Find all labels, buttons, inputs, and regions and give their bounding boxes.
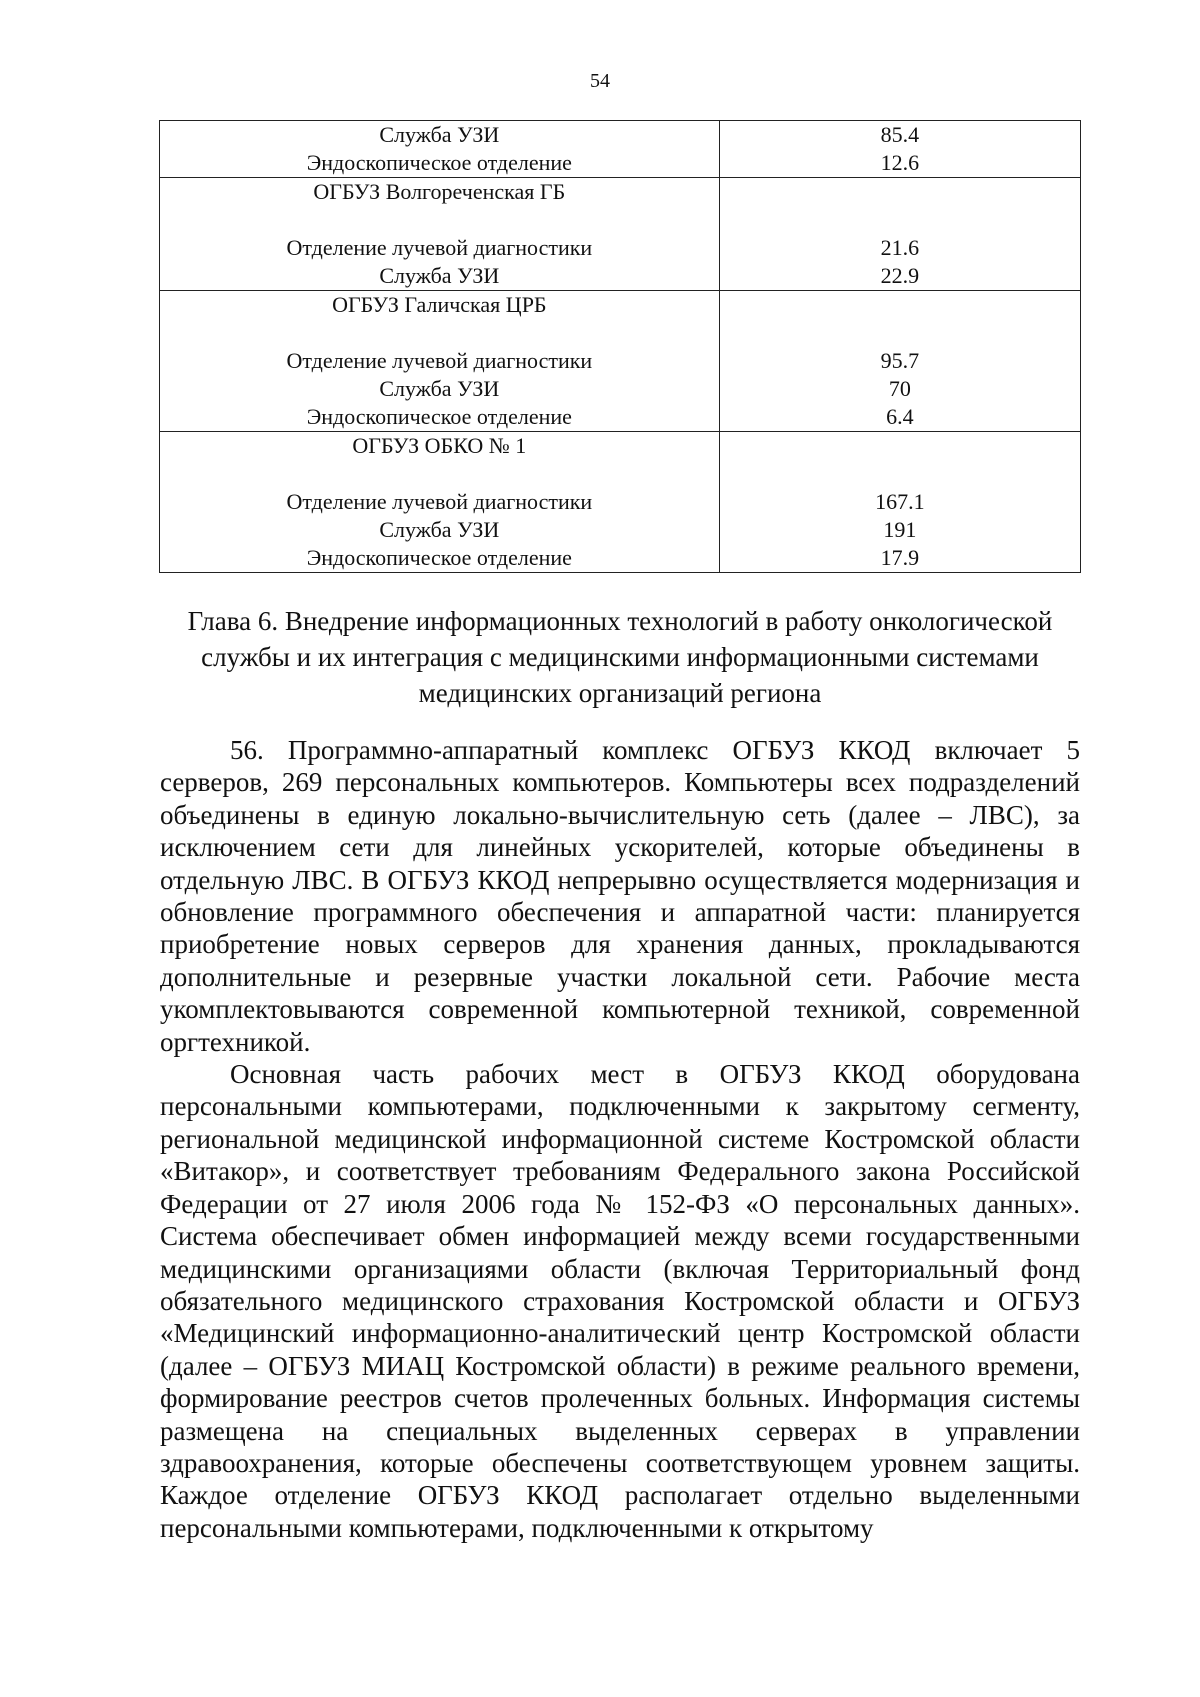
table-cell-name bbox=[160, 432, 720, 573]
data-table bbox=[159, 120, 1081, 573]
row-value bbox=[720, 432, 1080, 460]
chapter-heading: Глава 6. Внедрение информационных технологий в работу онкологической службы и их интеграция с медицинскими информационными системами медицинских организаций региона bbox=[187, 606, 1053, 708]
row-name: Отделение лучевой диагностики bbox=[286, 489, 593, 514]
table-cell-name bbox=[160, 121, 720, 178]
row-value bbox=[720, 460, 1080, 488]
table-cell-value bbox=[719, 121, 1080, 178]
row-name: ОГБУЗ Волгореченская ГБ bbox=[313, 179, 566, 204]
row-name: Отделение лучевой диагностики bbox=[286, 348, 593, 373]
row-name: Служба УЗИ bbox=[379, 122, 500, 147]
table-cell-value bbox=[719, 432, 1080, 573]
paragraph: 56. Программно-аппаратный комплекс ОГБУЗ ККОД включает 5 серверов, 269 персональных компьютеров. Компьютеры всех подразделений объединены в единую локально-вычислительную сеть (далее – ЛВС), за исключением сети для линейных ускорителей, которые объединены в отдельную ЛВС. В ОГБУЗ ККОД непрерывно осуществляется модернизация и обновление программного обеспечения и аппаратной части: планируется приобретение новых серверов для хранения данных, прокладываются дополнительные и резервные участки локальной сети. Рабочие места укомплектовываются современной компьютерной техникой, современной оргтехникой. bbox=[160, 735, 1080, 1057]
row-value: 95.7 bbox=[880, 348, 920, 373]
table-cell-value bbox=[719, 178, 1080, 291]
table-cell-name bbox=[160, 178, 720, 291]
row-value bbox=[720, 178, 1080, 206]
row-value: 12.6 bbox=[880, 150, 920, 175]
row-value: 17.9 bbox=[880, 545, 920, 570]
row-name: Эндоскопическое отделение bbox=[306, 545, 572, 570]
table-cell-value bbox=[719, 291, 1080, 432]
body-text bbox=[160, 734, 1080, 1544]
row-value: 22.9 bbox=[880, 263, 920, 288]
table-row bbox=[160, 432, 1081, 573]
paragraph: Основная часть рабочих мест в ОГБУЗ ККОД оборудована персональными компьютерами, подключенными к закрытому сегменту, региональной медицинской информационной системе Костромской области «Витакор», и соответствует требованиям Федерального закона Российской Федерации от 27 июля 2006 года № 152-ФЗ «О персональных данных». Система обеспечивает обмен информацией между всеми государственными медицинскими организациями области (включая Территориальный фонд обязательного медицинского страхования Костромской области и ОГБУЗ «Медицинский информационно-аналитический центр Костромской области (далее – ОГБУЗ МИАЦ Костромской области) в режиме реального времени, формирование реестров счетов пролеченных больных. Информация системы размещена на специальных выделенных серверах в управлении здравоохранения, которые обеспечены соответствующем уровнем защиты. Каждое отделение ОГБУЗ ККОД располагает отдельно выделенными персональными компьютерами, подключенными к открытому bbox=[160, 1059, 1080, 1543]
row-value bbox=[720, 319, 1080, 347]
row-name: Служба УЗИ bbox=[379, 376, 500, 401]
row-name bbox=[160, 460, 719, 488]
row-value: 70 bbox=[888, 376, 911, 401]
row-value: 21.6 bbox=[880, 235, 920, 260]
row-name: ОГБУЗ Галичская ЦРБ bbox=[332, 292, 547, 317]
row-name: Отделение лучевой диагностики bbox=[286, 235, 593, 260]
row-name: Служба УЗИ bbox=[379, 263, 500, 288]
row-value bbox=[720, 291, 1080, 319]
row-name bbox=[160, 319, 719, 347]
row-name bbox=[160, 206, 719, 234]
row-value: 6.4 bbox=[886, 404, 914, 429]
table-cell-name bbox=[160, 291, 720, 432]
row-name: ОГБУЗ ОБКО № 1 bbox=[352, 433, 527, 458]
table-row bbox=[160, 121, 1081, 178]
row-value: 191 bbox=[883, 517, 917, 542]
row-name: Эндоскопическое отделение bbox=[306, 404, 572, 429]
row-value: 167.1 bbox=[875, 489, 925, 514]
row-value bbox=[720, 206, 1080, 234]
table-row bbox=[160, 178, 1081, 291]
table-row bbox=[160, 291, 1081, 432]
row-value: 85.4 bbox=[880, 122, 920, 147]
row-name: Служба УЗИ bbox=[379, 517, 500, 542]
row-name: Эндоскопическое отделение bbox=[306, 150, 572, 175]
page-number: 54 bbox=[590, 70, 610, 92]
